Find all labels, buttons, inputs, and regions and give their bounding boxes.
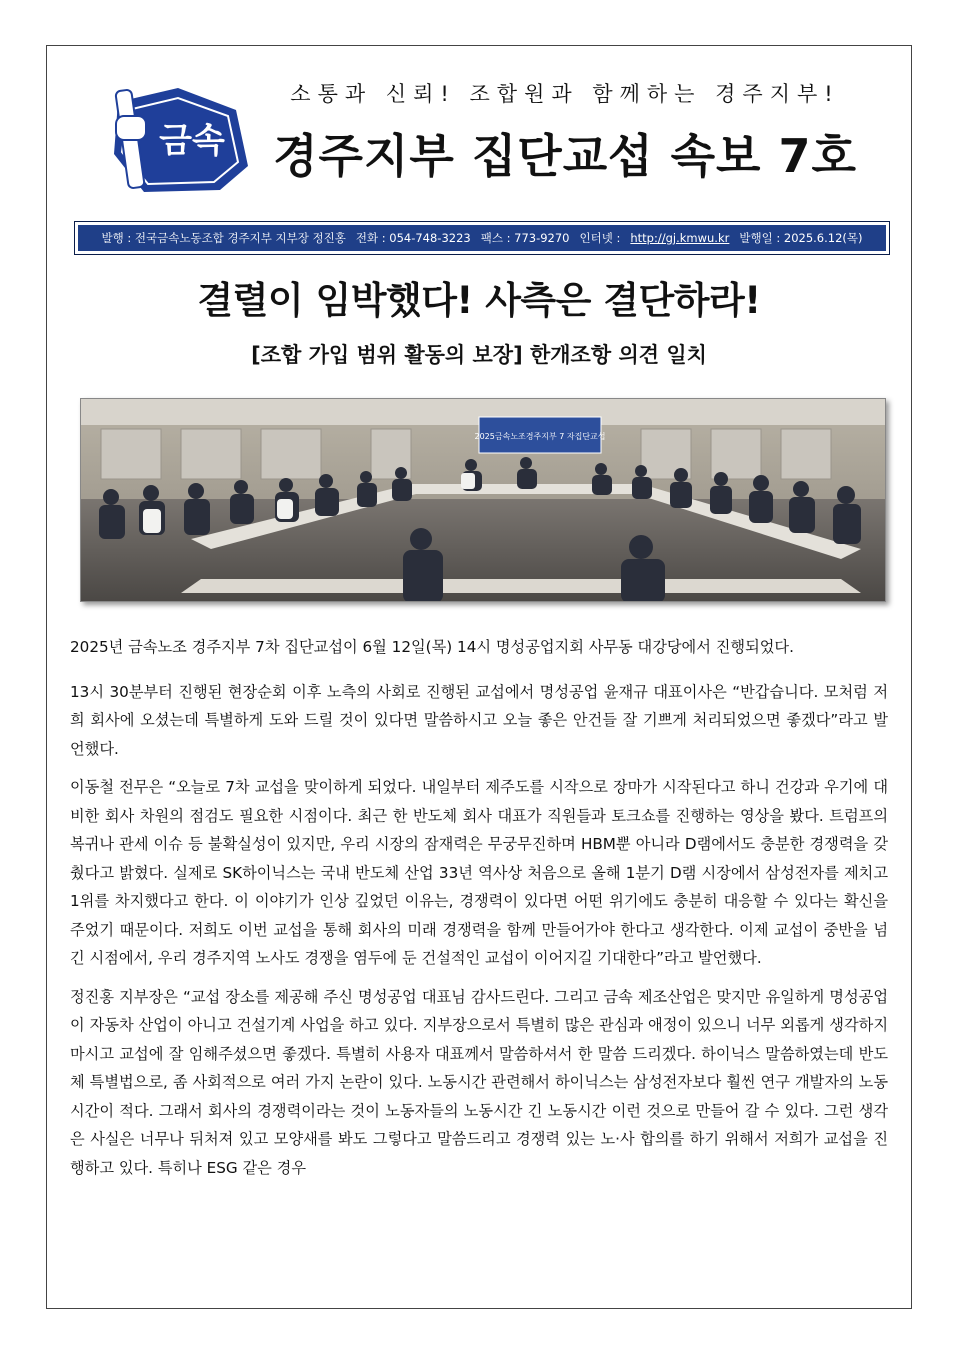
- fax-text: 팩스 : 773-9270: [480, 231, 570, 245]
- union-logo: [108, 80, 256, 198]
- issue-date: 발행일 : 2025.6.12(목): [739, 231, 863, 245]
- slogan: 소통과 신뢰! 조합원과 함께하는 경주지부!: [290, 82, 840, 106]
- meeting-photo: [80, 398, 886, 602]
- headline: 결렬이 임박했다! 사측은 결단하라!: [197, 279, 761, 322]
- subheadline: [조합 가입 범위 활동의 보장] 한개조항 의견 일치: [251, 343, 707, 367]
- article-body: [70, 633, 888, 1192]
- publisher-text: 발행 : 전국금속노동조합 경주지부 지부장 정진홍: [101, 231, 346, 245]
- paragraph: 정진홍 지부장은 “교섭 장소를 제공해 주신 명성공업 대표님 감사드린다. 그리고 금속 제조산업은 맞지만 유일하게 명성공업이 자동차 산업이 아니고 건설기계 사업을 하고 있다. 지부장으로서 특별히 많은 관심과 애정이 있으니 너무 외롭게 생각하지 마시고 교섭에 잘 임해주셨으면 좋겠다. 특별히 사용자 대표께서 말씀하셔서 한 말씀 드리겠다. 하이닉스 말씀하였는데 반도체 특별법으로, 좀 사회적으로 여러 가지 논란이 있다. 노동시간 관련해서 하이닉스는 삼성전자보다 훨씬 연구 개발자의 노동시간이 적다. 그래서 회사의 경쟁력이라는 것이 노동자들의 노동시간 긴 노동시간 이런 것으로 만들어 갈 수 있다. 그런 생각은 사실은 너무나 뒤처져 있고 모양새를 봐도 그렇다고 말씀드리고 경쟁력 있는 노·사 합의를 하기 위해서 저희가 교섭을 진행하고 있다. 특히나 ESG 같은 경우: [70, 987, 888, 1177]
- phone-text: 전화 : 054-748-3223: [355, 231, 471, 245]
- paragraph: 이동철 전무은 “오늘로 7차 교섭을 맞이하게 되었다. 내일부터 제주도를 시작으로 장마가 시작된다고 하니 건강과 우기에 대비한 회사 차원의 점검도 필요한 시점이다. 최근 한 반도체 회사 대표가 직원들과 토크쇼를 진행하는 영상을 봤다. 트럼프의 복귀나 관세 이슈 등 불확실성이 있지만, 우리 시장의 잠재력은 무궁무진하며 HBM뿐 아니라 D램에서도 충분한 경쟁력을 갖췄다고 밝혔다. 실제로 SK하이닉스는 국내 반도체 산업 33년 역사상 처음으로 올해 1분기 D램 시장에서 삼성전자를 제치고 1위를 차지했다고 한다. 이 이야기가 인상 깊었던 이유는, 경쟁력이 있다면 어떤 위기에도 충분히 대응할 수 있다는 확신을 주었기 때문이다. 저희도 이번 교섭을 통해 회사의 미래 경쟁력을 함께 만들어가야 한다고 생각한다. 이제 교섭이 중반을 넘긴 시점에서, 우리 경주지역 노사도 경쟁을 염두에 둔 건설적인 교섭이 이어지길 기대한다”라고 발언했다.: [70, 778, 888, 967]
- newsletter-title: 경주지부 집단교섭 속보 7호: [273, 129, 857, 183]
- logo-text: 금속: [159, 121, 225, 161]
- photo-banner-text: 2025금속노조경주지부 7 자집단교섭: [474, 432, 606, 441]
- paragraph: 2025년 금속노조 경주지부 7차 집단교섭이 6월 12일(목) 14시 명성공업지회 사무동 대강당에서 진행되었다.: [70, 638, 794, 656]
- publisher-info-bar: [74, 221, 890, 255]
- paragraph: 13시 30분부터 진행된 현장순회 이후 노측의 사회로 진행된 교섭에서 명성공업 윤재규 대표이사은 “반갑습니다. 모처럼 저희 회사에 오셨는데 특별하게 도와 드릴 것이 있다면 말씀하시고 오늘 좋은 안건들 잘 기쁘게 처리되었으면 좋겠다”라고 발언했다.: [70, 682, 888, 758]
- website-link[interactable]: http://gj.kmwu.kr: [630, 231, 730, 245]
- internet-label: 인터넷 :: [579, 231, 621, 245]
